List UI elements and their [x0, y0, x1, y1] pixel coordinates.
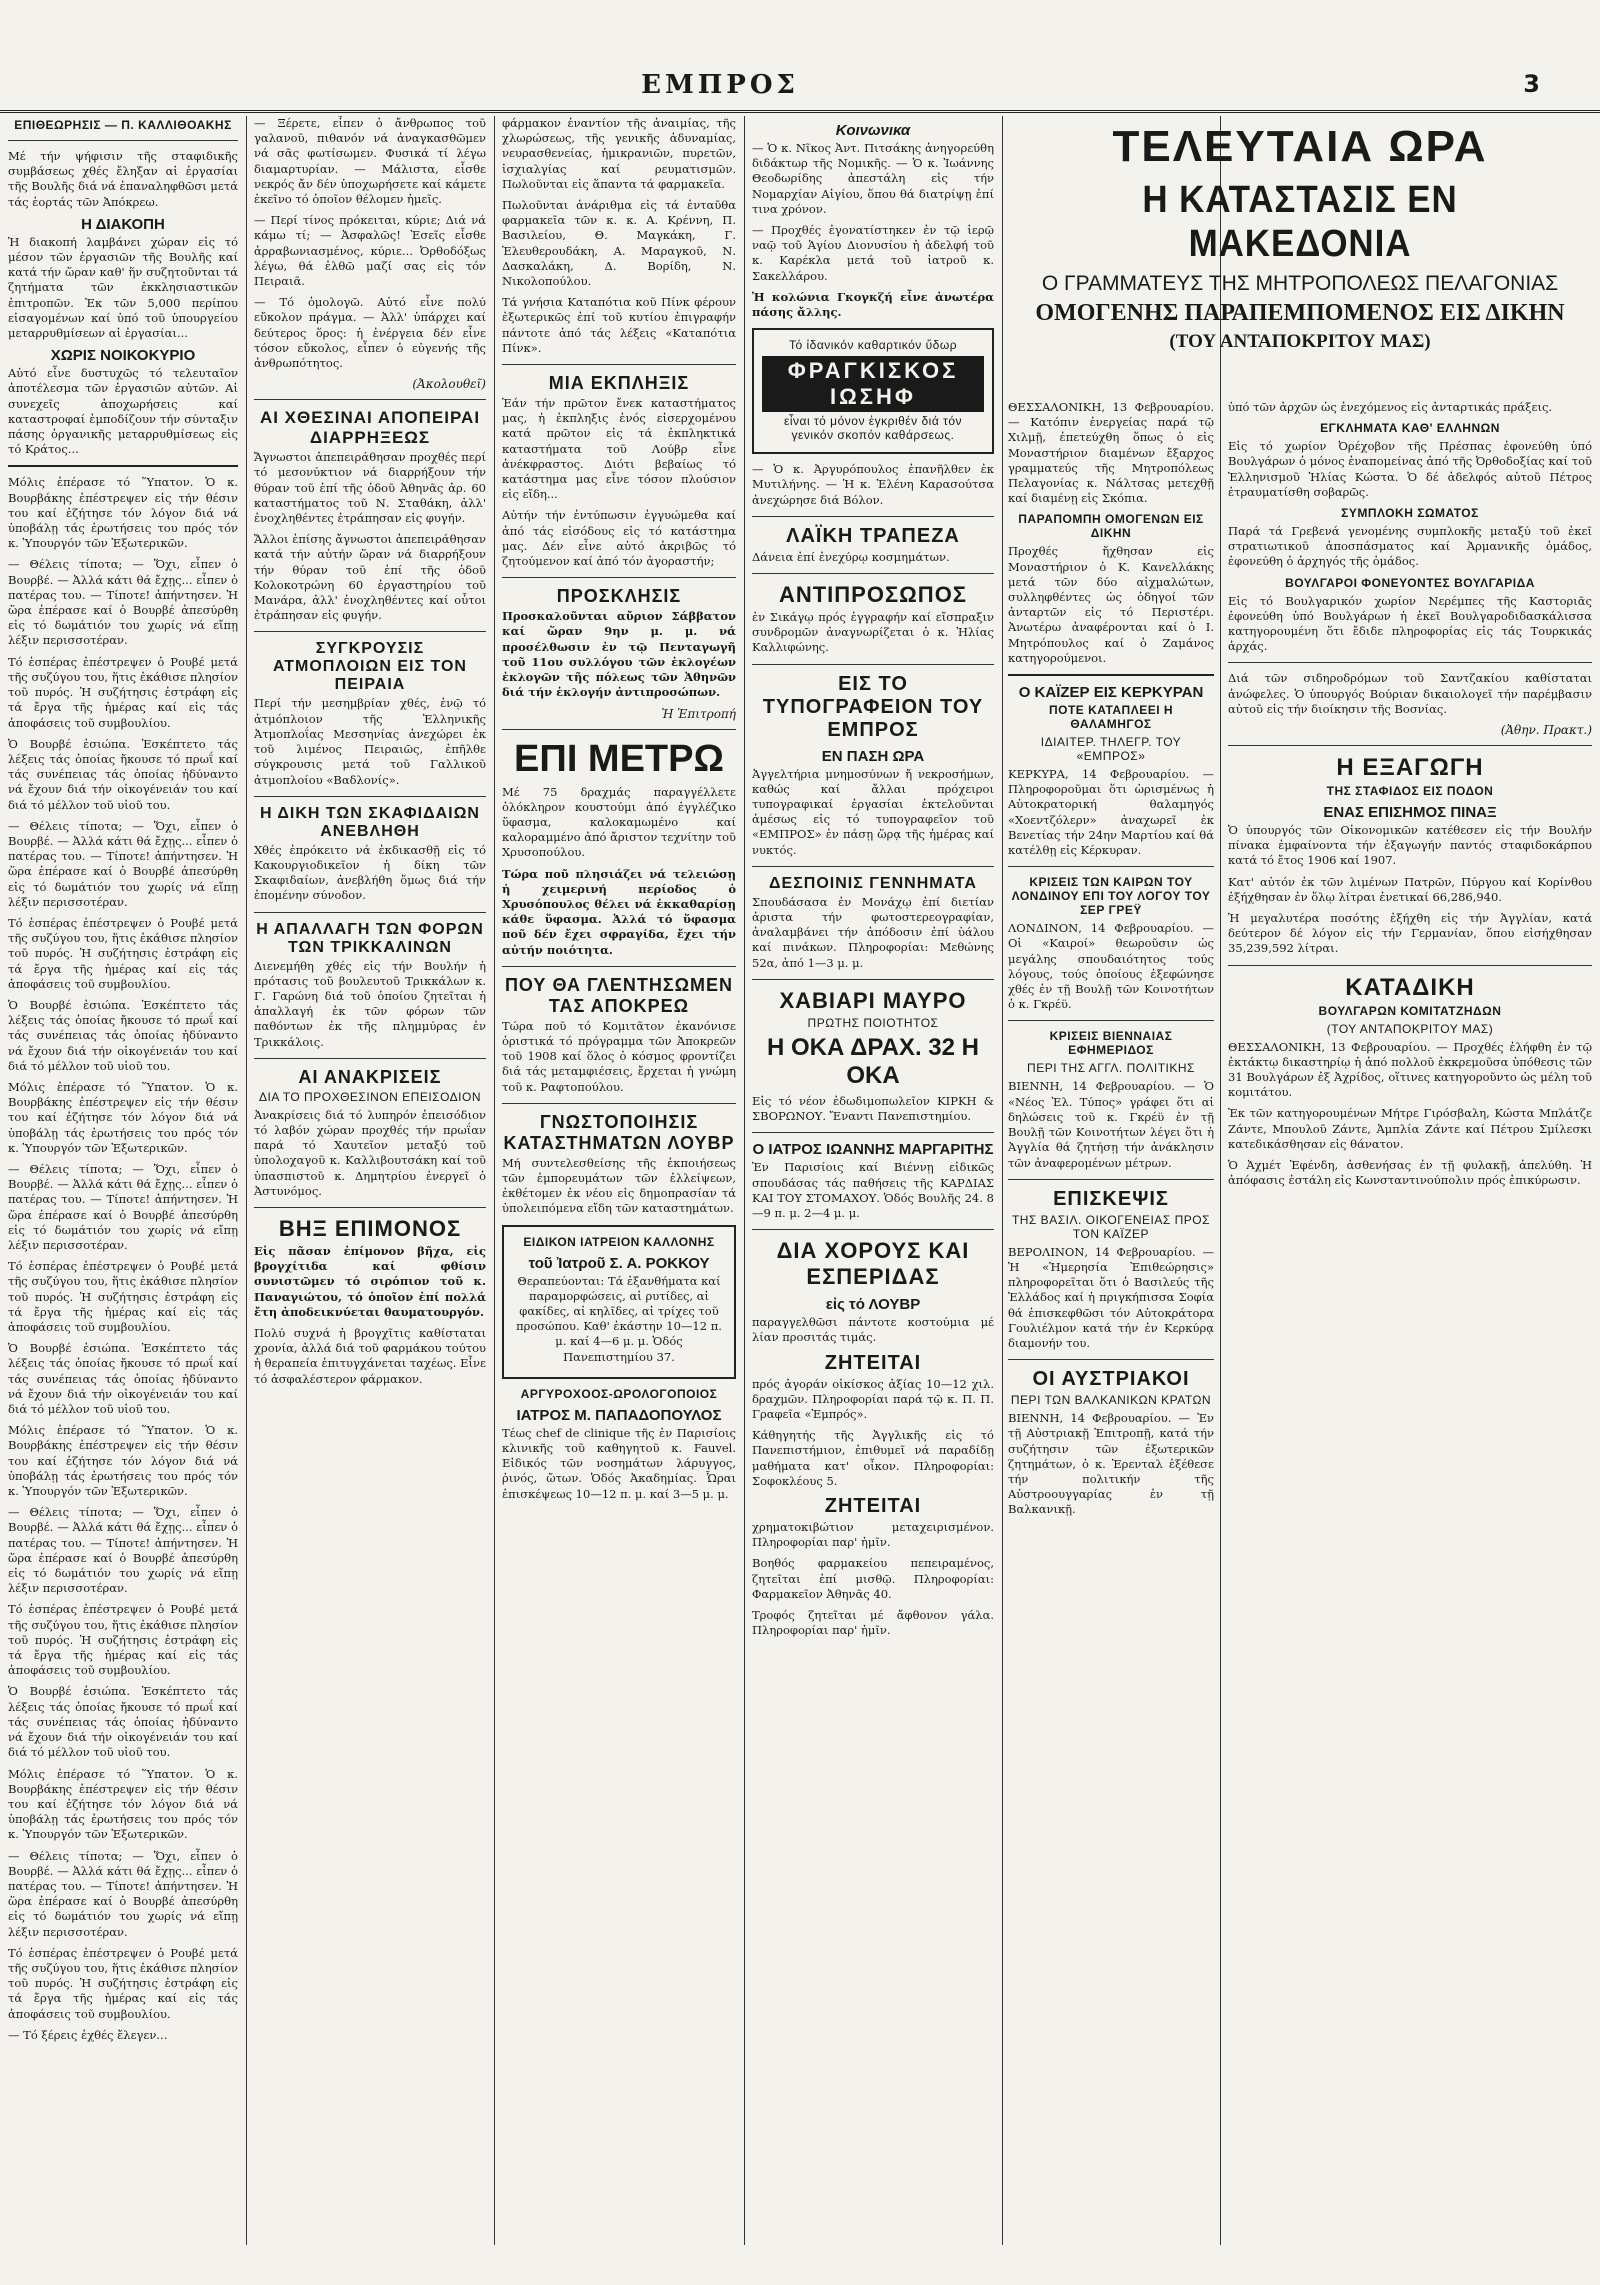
- serial-paragraph: — Τό ὁμολογῶ. Αὐτό εἶνε πολύ εὔκολον πράγμα. — Ἀλλ' ὑπάρχει καί δεύτερος ὅρος: ἡ ἐνέργεια δέν εἶνε τόσον εὔκολος, εἶπεν ὁ εὐγενής τῆς ἀνθρωπότητος.: [254, 295, 486, 371]
- telegram-paragraph: ΛΟΝΔΙΝΟΝ, 14 Φεβρουαρίου. — Οἱ «Καιροί» θεωροῦσιν ὡς μεγάλης σπουδαιότητος τούς λόγους, τούς ὁποίους ἐξεφώνησε χθές ἐν τῇ Βουλῇ τῶν Κοινοτήτων ὁ κ. Γκρέϋ.: [1008, 921, 1214, 1012]
- article-headline: ΑΙ ΑΝΑΚΡΙΣΕΙΣ: [298, 1066, 442, 1087]
- clinic-advert-box: [502, 1225, 736, 1379]
- article-paragraph: Αὐτό εἶνε δυστυχῶς τό τελευταῖον ἀποτέλεσμα τῶν ἐργασιῶν αὐτῶν. Αἱ συνεχεῖς ἀποχωρήσεις καί καταστροφαί ἐμποδίζουν τήν σύνταξιν πάσης ὀργανικῆς μεταρρυθμίσεως εἰς τό Κράτος...: [8, 366, 238, 457]
- article-subheadline: (ΤΟΥ ΑΝΤΑΠΟΚΡΙΤΟΥ ΜΑΣ): [1326, 1021, 1494, 1036]
- telegram-paragraph: ΚΕΡΚΥΡΑ, 14 Φεβρουαρίου. — Πληροφοροῦμαι ὅτι ὡρισμένως ἡ Αὐτοκρατορική θαλαμηγός «Χοεντζόλερν» ἀναχωρεῖ ἐκ Βενετίας τήν 24ην Μαρτίου καί θά κατέλθῃ εἰς Κέρκυραν.: [1008, 767, 1214, 858]
- article-headline: ΑΙ ΧΘΕΣΙΝΑΙ ΑΠΟΠΕΙΡΑΙ ΔΙΑΡΡΗΞΕΩΣ: [259, 408, 481, 448]
- telegram-paragraph: ΒΕΡΟΛΙΝΟΝ, 14 Φεβρουαρίου. — Ἡ «Ἡμερησία Ἐπιθεώρησις» πληροφορεῖται ὅτι ὁ Βασιλεύς τῆς Ἑλλάδος καί ἡ πριγκήπισσα Σοφία θά ἐπισκεφθῶσι τόν Αὐτοκράτορα Γουλιέλμον κατά τήν ἐν Κερκύρᾳ διαμονήν του.: [1008, 1244, 1214, 1350]
- advert-subheadline: ΕΝ ΠΑΣΗ ΩΡΑ: [821, 747, 925, 765]
- advert-paragraph: Τροφός ζητεῖται μέ ἄφθονον γάλα. Πληροφορίαι παρ' ἡμῖν.: [752, 1607, 994, 1638]
- masthead-title: ΕΜΠΡΟΣ: [641, 70, 799, 100]
- advert-headline: ΓΝΩΣΤΟΠΟΙΗΣΙΣ ΚΑΤΑΣΤΗΜΑΤΩΝ ΛΟΥΒΡ: [503, 1111, 735, 1153]
- advert-paragraph: Σπουδάσασα ἐν Μονάχῳ ἐπί διετίαν ἀριστα τήν φωτοστερεογραφίαν, ἀναλαμβάνει τήν ἀπόδοσιν ἐπί ὑάλου καί πινάκων. Πληροφορίαι: Μεθώνης 52α, ἀπό 1—3 μ. μ.: [752, 894, 994, 970]
- article-headline: ΠΟΥ ΘΑ ΓΛΕΝΤΗΣΩΜΕΝ ΤΑΣ ΑΠΟΚΡΕΩ: [504, 974, 734, 1016]
- notice-paragraph: Προσκαλοῦνται αὔριον Σάββατον καί ὥραν 9ην μ. μ. νά προσέλθωσιν ἐν τῷ Πενταγωγῆ τοῦ 11ου συλλόγου τῶν ἐκλογέων ἐκλογῶν τῆς πόλεως τῶν Ἀθηνῶν διά τήν ἐκλογήν ἀντιπροσώπων.: [502, 609, 736, 700]
- column-1: [8, 116, 238, 2245]
- advert-headline: ΑΡΓΥΡΟΧΟΟΣ-ΩΡΟΛΟΓΟΠΟΙΟΣ: [520, 1386, 718, 1401]
- advert-headline: ΕΠΙ ΜΕΤΡΩ: [514, 737, 724, 780]
- advert-headline: ΕΙΣ ΤΟ ΤΥΠΟΓΡΑΦΕΙΟΝ ΤΟΥ ΕΜΠΡΟΣ: [762, 672, 984, 741]
- serial-paragraph: — Θέλεις τίποτα; — Ὅχι, εἶπεν ὁ Βουρβέ. — Ἀλλά κάτι θά ἔχῃς... εἶπεν ὁ πατέρας του. — Τίποτε! ἀπήντησεν. Ἡ ὥρα ἐπέρασε καί ὁ Βουρβέ ἀπεσύρθη εἰς τό δωμάτιόν του χωρίς νά εἴπῃ λέξιν περισσοτέραν.: [8, 1505, 238, 1596]
- article-paragraph: Ὁ ὑπουργός τῶν Οἰκονομικῶν κατέθεσεν εἰς τήν Βουλήν πίνακα ἐμφαίνοντα τήν ἐξαγωγήν παντός σταφιδοκάρπου κατά τό ἔτος 1906 καί 1907.: [1228, 823, 1592, 868]
- advert-paragraph: ἐν Σικάγῳ πρός ἐγγραφήν καί εἴσπραξιν συνδρομῶν ἀναγνωρίζεται ὁ κ. Ἠλίας Καλλιφώνης.: [752, 610, 994, 655]
- serial-paragraph: Τό ἑσπέρας ἐπέστρεψεν ὁ Ρουβέ μετά τῆς συζύγου του, ἥτις ἐκάθισε πλησίον τοῦ πυρός. Ἡ συζήτησις ἐστράφη εἰς τά ἔργα τῆς ἡμέρας καί εἰς τάς ἀποφάσεις τοῦ συμβουλίου.: [8, 1945, 238, 2021]
- article-paragraph: Κατ' αὐτόν ἐκ τῶν λιμένων Πατρῶν, Πύργου καί Κορίνθου ἐξήχθησαν ἐν ὅλῳ λίτραι ἐνετικαί 66,286,940.: [1228, 874, 1592, 904]
- serial-paragraph: Τό ἑσπέρας ἐπέστρεψεν ὁ Ρουβέ μετά τῆς συζύγου του, ἥτις ἐκάθισε πλησίον τοῦ πυρός. Ἡ συζήτησις ἐστράφη εἰς τά ἔργα τῆς ἡμέρας καί εἰς τάς ἀποφάσεις τοῦ συμβουλίου.: [8, 654, 238, 730]
- serial-paragraph: — Θέλεις τίποτα; — Ὅχι, εἶπεν ὁ Βουρβέ. — Ἀλλά κάτι θά ἔχῃς... εἶπεν ὁ πατέρας του. — Τίποτε! ἀπήντησεν. Ἡ ὥρα ἐπέρασε καί ὁ Βουρβέ ἀπεσύρθη εἰς τό δωμάτιόν του χωρίς νά εἴπῃ λέξιν περισσοτέραν.: [8, 1848, 238, 1939]
- serial-paragraph: — Θέλεις τίποτα; — Ὅχι, εἶπεν ὁ Βουρβέ. — Ἀλλά κάτι θά ἔχῃς... εἶπεν ὁ πατέρας του. — Τίποτε! ἀπήντησεν. Ἡ ὥρα ἐπέρασε καί ὁ Βουρβέ ἀπεσύρθη εἰς τό δωμάτιόν του χωρίς νά εἴπῃ λέξιν περισσοτέραν.: [8, 818, 238, 909]
- serial-paragraph: Μόλις ἐπέρασε τό Ὕπατον. Ὁ κ. Βουρβάκης ἐπέστρεψεν εἰς τήν θέσιν του καί ἐζήτησε τόν λόγον διά νά ὑποβάλῃ τάς ἐρωτήσεις του πρός τόν κ. Ὑπουργόν τῶν Ἐξωτερικῶν.: [8, 1766, 238, 1842]
- article-headline: Ο ΚΑΪΖΕΡ ΕΙΣ ΚΕΡΚΥΡΑΝ: [1018, 684, 1204, 702]
- telegram-paragraph: Παρά τά Γρεβενά γενομένης συμπλοκῆς μεταξύ τοῦ ἐκεῖ στρατιωτικοῦ ἀποσπάσματος καί Ἀρμανικῆς ὁμάδος, ἐφονεύθη ὁ ἀρχηγός τῆς ὁμάδος.: [1228, 524, 1592, 569]
- serial-paragraph: Μόλις ἐπέρασε τό Ὕπατον. Ὁ κ. Βουρβάκης ἐπέστρεψεν εἰς τήν θέσιν του καί ἐζήτησε τόν λόγον διά νά ὑποβάλῃ τάς ἐρωτήσεις του πρός τόν κ. Ὑπουργόν τῶν Ἐξωτερικῶν.: [8, 1079, 238, 1155]
- social-paragraph: — Προχθές ἐγονατίστηκεν ἐν τῷ ἱερῷ ναῷ τοῦ Ἁγίου Διονυσίου ἡ ἀδελφή τοῦ κ. Καρέκλα μετά τοῦ ἰατροῦ κ. Σακελλάρου.: [752, 223, 994, 283]
- section-heading: Η ΔΙΑΚΟΠΗ: [81, 215, 165, 233]
- advert-paragraph: Δάνεια ἐπί ἐνεχύρῳ κοσμημάτων.: [752, 549, 950, 564]
- telegram-paragraph: Εἰς τό χωρίον Ὀρέχοβον τῆς Πρέσπας ἐφονεύθη ὑπό Βουλγάρων ὁ μόνος ἐναπομείνας ἀπό τῆς Ὀρθοδοξίας καί τοῦ Ἑλληνισμοῦ Ἠλίας Κώστα. Ὁ δέ ἀδελφός αὐτοῦ Πέτρος ἐτραυματίσθη σοβαρῶς.: [1228, 439, 1592, 499]
- page-number: 3: [1523, 70, 1540, 98]
- notice-headline: ΠΡΟΣΚΛΗΣΙΣ: [556, 586, 682, 607]
- clinic-advert-doctor: τοῦ Ἰατροῦ Σ. Α. ΡΟΚΚΟΥ: [528, 1254, 710, 1272]
- telegram-paragraph: Ἐκ τῶν κατηγορουμένων Μήτρε Γιρόσβαλη, Κώστα Μπλάτζε Ζάντε, Μπουλοῦ Ζάντε, Ἀμπλία Ζάντε καί Πέτρου Σμίλεσκι κατεδικάσθησαν εἰς θάνατον.: [1228, 1106, 1592, 1151]
- price-line: Η ΟΚΑ ΔΡΑΧ. 32 Η ΟΚΑ: [767, 1033, 979, 1089]
- serial-paragraph: Μόλις ἐπέρασε τό Ὕπατον. Ὁ κ. Βουρβάκης ἐπέστρεψεν εἰς τήν θέσιν του καί ἐζήτησε τόν λόγον διά νά ὑποβάλῃ τάς ἐρωτήσεις του πρός τόν κ. Ὑπουργόν τῶν Ἐξωτερικῶν.: [8, 1423, 238, 1499]
- advert-paragraph: Τώρα ποῦ πλησιάζει νά τελειώσῃ ἡ χειμερινή περίοδος ὁ Χρυσόπουλος θέλει νά ἐκκαθαρίσῃ κάθε ὕφασμα. Ἀλλά τό ὕφασμα ποῦ δέν ἔχει σφραγίδα, ἔχει τήν αὐτήν ποιότητα.: [502, 866, 736, 957]
- social-paragraph: — Ὁ κ. Ἀργυρόπουλος ἐπανῆλθεν ἐκ Μυτιλήνης. — Ἡ κ. Ἐλένη Καρασούτσα ἀνεχώρησε διά Βόλον.: [752, 462, 994, 507]
- article-headline: ΣΥΜΠΛΟΚΗ ΣΩΜΑΤΟΣ: [1341, 506, 1479, 521]
- article-subheadline: ΔΙΑ ΤΟ ΠΡΟΧΘΕΣΙΝΟΝ ΕΠΕΙΣΟΔΙΟΝ: [258, 1089, 482, 1104]
- column-4: [752, 116, 994, 2245]
- advert-paragraph: Μή συντελεσθείσης τῆς ἐκποιήσεως τῶν ἐμπορευμάτων τῶν ἐλλείψεων, ἐκθέτομεν ἐκ νέου εἰς δημοπρασίαν τά ὑπολειπόμενα εἴδη τῶν καταστημάτων.: [502, 1155, 736, 1216]
- article-headline: Η ΔΙΚΗ ΤΩΝ ΣΚΑΦΙΔΑΙΩΝ ΑΝΕΒΛΗΘΗ: [260, 804, 480, 840]
- advert-paragraph: Εἰς τό νέον ἐδωδιμοπωλεῖον ΚΙΡΚΗ & ΣΒΟΡΩΝΟΥ. Ἔναντι Πανεπιστημίου.: [752, 1093, 994, 1124]
- article-paragraph: Περί τήν μεσημβρίαν χθές, ἐνῷ τό ἀτμόπλοιον τῆς Ἑλληνικῆς Ἀτμοπλοΐας Μεσσηνίας ἀνεχώρει ἐκ τοῦ λιμένος Πειραιῶς, ἐπῆλθε σύγκρουσις μετά τοῦ Γαλλικοῦ ἀτμοπλοίου «Βαδλονίς».: [254, 696, 486, 787]
- breaking-news-title: ΤΕΛΕΥΤΑΙΑ ΩΡΑ: [1112, 122, 1488, 171]
- section-heading: Κοινωνικα: [835, 122, 911, 139]
- advert-paragraph: Πολύ συχνά ἡ βρογχῖτις καθίσταται χρονία, ἀλλά διά τοῦ φαρμάκου τούτου ἡ θεραπεία ἐπιτυγχάνεται ταχέως. Εἶνε τό ἀσφαλέστερον φάρμακον.: [254, 1325, 486, 1386]
- column-separator: [1220, 116, 1221, 2245]
- column-2: [254, 116, 486, 2245]
- telegram-paragraph: ΒΙΕΝΝΗ, 14 Φεβρουαρίου. — Ὁ «Νέος Ἐλ. Τύπος» γράφει ὅτι αἱ δηλώσεις τοῦ κ. Γκρέϋ ἐν τῇ Βουλῇ τῶν Κοινοτήτων λέγει ὅτι ἡ Ἀγγλία θά ζητήσῃ τήν ἀνάκλησιν τῶν ἀναφερομένων μέτρων.: [1008, 1079, 1214, 1170]
- article-headline: ΠΑΡΑΠΟΜΠΗ ΟΜΟΓΕΝΩΝ ΕΙΣ ΔΙΚΗΝ: [1018, 512, 1204, 541]
- article-headline: Η ΕΞΑΓΩΓΗ: [1336, 754, 1484, 782]
- breaking-news-credit: (ΤΟΥ ΑΝΤΑΠΟΚΡΙΤΟΥ ΜΑΣ): [1169, 331, 1431, 352]
- advert-paragraph: Βοηθός φαρμακείου πεπειραμένος, ζητεῖται ἐπί μισθῷ. Πληροφορίαι: Φαρμακεῖον Ἀθηνᾶς 40.: [752, 1556, 994, 1601]
- article-subheadline: ΒΟΥΛΓΑΡΩΝ ΚΟΜΙΤΑΤΖΗΔΩΝ: [1318, 1003, 1502, 1018]
- advert-headline: ΖΗΤΕΙΤΑΙ: [824, 1494, 922, 1517]
- column-separator: [1002, 116, 1003, 2245]
- telegram-paragraph: Διά τῶν σιδηροδρόμων τοῦ Σαντζακίου καθίσταται ἀνώφελες. Ὁ ὑπουργός Βούριαν δικαιολογεῖ τήν παρέμβασιν αὐτοῦ εἰς τήν διοίκησιν τῆς Βοσνίας.: [1228, 671, 1592, 716]
- advert-headline: ΧΑΒΙΑΡΙ ΜΑΥΡΟ: [779, 987, 967, 1013]
- article-headline: ΚΡΙΣΕΙΣ ΤΩΝ ΚΑΙΡΩΝ ΤΟΥ ΛΟΝΔΙΝΟΥ ΕΠΙ ΤΟΥ ΛΟΓΟΥ ΤΟΥ ΣΕΡ ΓΡΕΫ: [1011, 875, 1211, 918]
- article-subheadline: ΤΗΣ ΒΑΣΙΛ. ΟΙΚΟΓΕΝΕΙΑΣ ΠΡΟΣ ΤΟΝ ΚΑΪΖΕΡ: [1011, 1212, 1211, 1241]
- article-subheadline: ΠΕΡΙ ΤΩΝ ΒΑΛΚΑΝΙΚΩΝ ΚΡΑΤΩΝ: [1010, 1393, 1212, 1408]
- column-6: [1228, 400, 1592, 2245]
- article-paragraph: Τώρα ποῦ τό Κομιτᾶτον ἐκανόνισε ὁριστικά τό πρόγραμμα τῶν Ἀποκρεῶν τοῦ 1908 καί ὅλος ὁ κόσμος φροντίζει διά τάς μεταμφιέσεις, ἔρχεται ἡ γνώμη τοῦ κ. Ραφτοπούλου.: [502, 1018, 736, 1094]
- serial-paragraph: — Ξέρετε, εἶπεν ὁ ἄνθρωπος τοῦ γαλανοῦ, πιθανόν νά ἀναγκασθῶμεν νά σᾶς φωτίσωμεν. Φυσικά τί λέγω διαμαρτυρίαν. — Μάλιστα, εἶσθε νεκρός ἄν δέν ὑποχωρήσετε καί κάμετε ἐκεῖνο τό ὁποῖον θέλομεν ἡμεῖς.: [254, 116, 486, 207]
- article-paragraph: Ἀνακρίσεις διά τό λυπηρόν ἐπεισόδιον τό λαβόν χώραν προχθές τήν πρωΐαν παρά τό Χαυτεῖον μεταξύ τοῦ ὑπολοχαγοῦ κ. Καλλιβουτσάκη καί τοῦ ὑπασπιστοῦ κ. Δημητρίου ἐνεργεῖ ὁ Ἀστυνόμος.: [254, 1107, 486, 1198]
- advert-headline: ΔΕΣΠΟΙΝΙΣ ΓΕΝΝΗΜΑΤΑ: [769, 874, 977, 892]
- serial-paragraph: Μόλις ἐπέρασε τό Ὕπατον. Ὁ κ. Βουρβάκης ἐπέστρεψεν εἰς τήν θέσιν του καί ἐζήτησε τόν λόγον διά νά ὑποβάλῃ τάς ἐρωτήσεις του πρός τόν κ. Ὑπουργόν τῶν Ἐξωτερικῶν.: [8, 475, 238, 551]
- column-5: [1008, 400, 1214, 2245]
- advert-headline: ΖΗΤΕΙΤΑΙ: [824, 1351, 922, 1374]
- column-byline: ΕΠΙΘΕΩΡΗΣΙΣ — Π. ΚΑΛΛΙΘΟΑΚΗΣ: [14, 118, 232, 132]
- serial-paragraph: — Θέλεις τίποτα; — Ὅχι, εἶπεν ὁ Βουρβέ. — Ἀλλά κάτι θά ἔχῃς... εἶπεν ὁ πατέρας του. — Τίποτε! ἀπήντησεν. Ἡ ὥρα ἐπέρασε καί ὁ Βουρβέ ἀπεσύρθη εἰς τό δωμάτιόν του χωρίς νά εἴπῃ λέξιν περισσοτέραν.: [8, 557, 238, 648]
- serial-paragraph: Ὁ Βουρβέ ἐσιώπα. Ἐσκέπτετο τάς λέξεις τάς ὁποίας ἤκουσε τό πρωΐ καί τάς συνέπειας τάς ὁποίας ἠδύναντο νά ἔχουν διά τήν οἰκογένειάν του καί διά τό μέλλον τοῦ υἱοῦ του.: [8, 1341, 238, 1417]
- article-headline: ΚΡΙΣΕΙΣ ΒΙΕΝΝΑΙΑΣ ΕΦΗΜΕΡΙΔΟΣ: [1049, 1029, 1173, 1058]
- section-heading: ΧΩΡΙΣ ΝΟΙΚΟΚΥΡΙΟ: [50, 347, 196, 365]
- article-paragraph: Χθές ἐπρόκειτο νά ἐκδικασθῇ εἰς τό Κακουργιοδικεῖον ἡ δίκη τῶν Σκαφιδαίων, ἀνεβλήθη ὅμως διά τήν ἑπομένην σύνοδον.: [254, 842, 486, 903]
- advert-brand: ΦΡΑΓΚΙΣΚΟΣ ΙΩΣΗΦ: [762, 356, 984, 412]
- serial-paragraph: Ὁ Βουρβέ ἐσιώπα. Ἐσκέπτετο τάς λέξεις τάς ὁποίας ἤκουσε τό πρωΐ καί τάς συνέπειας τάς ὁποίας ἠδύναντο νά ἔχουν διά τήν οἰκογένειάν του καί διά τό μέλλον τοῦ υἱοῦ του.: [8, 1684, 238, 1760]
- advert-paragraph: Αὐτήν τήν ἐντύπωσιν ἐγγυώμεθα καί ἀπό τάς εἰσόδους εἰς τό κατάστημα μας. Δέν εἶνε αὐτό ἀκριβῶς τό ζητούμενον καί ἀπό τόν ἀγοραστήν;: [502, 508, 736, 569]
- advert-paragraph: Εἰς πᾶσαν ἐπίμονον βῆχα, εἰς βρογχίτιδα καί φθίσιν συνιστῶμεν τό σιρόπιον τοῦ κ. Παναγιώτου, τό ὁποῖον ἐπί πολλά ἔτη ἀποδεικνύεται θαυματουργόν.: [254, 1243, 486, 1319]
- article-paragraph: Ἡ διακοπή λαμβάνει χώραν εἰς τό μέσον τῶν ἐργασιῶν τῆς Βουλῆς καί κατά τήν ὥραν καθ' ἥν συζητοῦνται τά ζητήματα τῶν ἐκκλησιαστικῶν ἐπιτροπῶν. Ἐκ τῶν 5,000 περίπου εἰσαγομένων καί ὑπό τοῦ ὑπουργείου μεταρρυθμίσεων αἱ ἐργασίαι...: [8, 234, 238, 341]
- advert-headline: ΙΑΤΡΟΣ Μ. ΠΑΠΑΔΟΠΟΥΛΟΣ: [516, 1406, 722, 1424]
- advert-subheadline: εἰς τό ΛΟΥΒΡ: [825, 1296, 921, 1314]
- telegram-paragraph: ΘΕΣΣΑΛΟΝΙΚΗ, 13 Φεβρουαρίου. — Προχθές ἐλήφθη ἐν τῷ ἐκτάκτῳ δικαστηρίῳ ἡ ἀπό πολλοῦ ἐκκρεμοῦσα ὑπόθεσις τῶν 31 Βουλγάρων ἐξ Ἀχρίδος, οἵτινες κατηγοροῦντο ὡς μέλη τοῦ κομιτάτου.: [1228, 1039, 1592, 1100]
- telegram-paragraph: ΘΕΣΣΑΛΟΝΙΚΗ, 13 Φεβρουαρίου. — Κατόπιν ἐνεργείας παρά τῷ Χιλμῇ, ἐπετεύχθη ὅπως ὁ εἰς Μοναστήριον διαμένων ἔξαρχος γραμματεύς τῆς Μητροπόλεως Πελαγονίας κ. Νάλτσας μετεχθῇ καί διαμένῃ εἰς Σκόπια.: [1008, 400, 1214, 506]
- article-headline: ΚΑΤΑΔΙΚΗ: [1345, 973, 1475, 1001]
- advert-box: [752, 328, 994, 454]
- serial-paragraph: — Τό ξέρεις ἐχθές ἔλεγεν...: [8, 2027, 168, 2042]
- advert-paragraph: Κάθηγητής τῆς Ἀγγλικῆς εἰς τό Πανεπιστήμιον, ἐπιθυμεῖ νά παραδίδῃ μαθήματα κατ' οἶκον. Πληροφορίαι: Σοφοκλέους 5.: [752, 1428, 994, 1488]
- telegram-paragraph: Εἰς τό Βουλγαρικόν χωρίον Νερέμπες τῆς Καστοριᾶς ἐφονεύθη ὑπό Βουλγάρων ἡ ἐκεῖ Βουλγαροδιδασκάλισσα κατηγορουμένη ὅτι ἔδιδε πληροφορίας εἰς τάς Τουρκικάς ἀρχάς.: [1228, 593, 1592, 654]
- clinic-advert-body: Θεραπεύονται: Τά ἐξανθήματα καί παραμορφώσεις, αἱ ρυτίδες, αἱ φακίδες, αἱ κηλῖδες, αἱ τρίχες τοῦ προσώπου. Καθ' ἑκάστην 10—12 π. μ. καί 4—6 μ. μ. Ὁδός Πανεπιστημίου 37.: [516, 1273, 722, 1364]
- advert-paragraph: Πωλοῦνται ἀνάριθμα εἰς τά ἑνταῦθα φαρμακεῖα τῶν κ. κ. Α. Κρέννη, Π. Βασιλείου, Θ. Μαγκάκη, Γ. Ἐλευθερουδάκη, Α. Μαραγκοῦ, Ν. Δασκαλάκη, Δ. Βορίδη, Ν. Νικολοπούλου.: [502, 198, 736, 289]
- telegram-paragraph: Ὁ Ἀχμέτ Ἐφένδη, ἀσθενήσας ἐν τῇ φυλακῇ, ἀπελύθη. Ἡ ἀπόφασις ἐστάλη εἰς Κωνσταντινούπολιν πρός ἐπικύρωσιν.: [1228, 1158, 1592, 1188]
- notice-signature: Ἡ Ἐπιτροπή: [661, 706, 736, 721]
- article-headline: ΕΠΙΣΚΕΨΙΣ: [1053, 1187, 1169, 1210]
- article-paragraph: Μέ τήν ψήφισιν τῆς σταφιδικῆς συμβάσεως χθές ἔληξαν αἱ ἐργασίαι τῆς Βουλῆς διά νά ἐπαναληφθῶσι μετά τάς ἑορτάς τῶν Ἀπόκρεω.: [8, 149, 238, 209]
- advert-paragraph: Τέως chef de clinique τῆς ἐν Παρισίοις κλινικῆς τοῦ καθηγητοῦ κ. Fauvel. Εἰδικός τῶν νοσημάτων λάρυγγος, ῥινός, ὤτων. Ὁδός Ἀκαδημίας. Ὧραι ἐπισκέψεως 10—12 π. μ. καί 3—5 μ. μ.: [502, 1425, 736, 1501]
- breaking-news-banner: [1008, 116, 1592, 359]
- breaking-news-subhead: Ο ΓΡΑΜΜΑΤΕΥΣ ΤΗΣ ΜΗΤΡΟΠΟΛΕΩΣ ΠΕΛΑΓΟΝΙΑΣ: [1041, 272, 1559, 295]
- masthead: [0, 70, 1600, 113]
- column-3: [502, 116, 736, 2245]
- advert-paragraph: παραγγελθῶσι πάντοτε κοστούμια μέ λίαν προσιτάς τιμάς.: [752, 1315, 994, 1345]
- article-subheadline: ΤΗΣ ΣΤΑΦΙΔΟΣ ΕΙΣ ΠΟΔΟΝ: [1326, 784, 1494, 799]
- article-source: (Ἀθην. Πρακτ.): [1500, 723, 1592, 738]
- telegram-paragraph: Προχθές ἤχθησαν εἰς Μοναστήριον ὁ Κ. Κανελλάκης μετά τῶν δύο αἰχμαλώτων, συλληφθέντες ὡς ὁδηγοί τῶν ἀνταρτῶν εἰς τό Περιστέρι. Ἀνωτέρω ἀναφέρονται καί ὁ Ι. Μητρόπουλος καί ὁ Ζαμάνος κατηγορούμενοι.: [1008, 544, 1214, 665]
- breaking-news-subhead: ΟΜΟΓΕΝΗΣ ΠΑΡΑΠΕΜΠΟΜΕΝΟΣ ΕΙΣ ΔΙΚΗΝ: [1035, 300, 1565, 326]
- advert-paragraph: φάρμακον ἐναντίον τῆς ἀναιμίας, τῆς χλωρώσεως, τῆς γενικῆς ἀδυναμίας, νευρασθενείας, ἡμικρανιῶν, πυρετῶν, ἰσχιαλγίας καί ρευματισμῶν. Πωλοῦνται εἰς ἅπαντα τά φαρμακεῖα.: [502, 116, 736, 191]
- advert-headline: Ο ΙΑΤΡΟΣ ΙΩΑΝΝΗΣ ΜΑΡΓΑΡΙΤΗΣ: [752, 1141, 994, 1159]
- advert-headline: ΜΙΑ ΕΚΠΛΗΞΙΣ: [548, 373, 690, 394]
- advert-paragraph: Ἐάν τήν πρῶτον ἔνεκ καταστήματος μας, ἡ ἐκπληξις ἐνός εἰσερχομένου κατά πρῶτον εἰς τά ἐκπληκτικά καταστήματα τοῦ Λούβρ εἶνε ἀνέκφραστος. Διότι βεβαίως τό κατάστημα μας εἶνε τόσον πλούσιον εἰς εἴδη...: [502, 396, 736, 502]
- advert-paragraph: Τά γνήσια Καταπότια κοῦ Πίνκ φέρουν ἐξωτερικῶς ἐπί τοῦ κυτίου ἐπιγραφήν πάντοτε ἀπό τάς λέξεις «Καταπότια Πίνκ».: [502, 295, 736, 355]
- column-separator: [246, 116, 247, 2245]
- article-headline: ΟΙ ΑΥΣΤΡΙΑΚΟΙ: [1032, 1368, 1190, 1391]
- advert-paragraph: πρός ἀγοράν οἰκίσκος ἀξίας 10—12 χιλ. δραχμῶν. Πληροφορίαι παρά τῷ κ. Π. Π. Γραφεῖα «Ἐμπρός».: [752, 1376, 994, 1421]
- article-paragraph: Ἄλλοι ἐπίσης ἄγνωστοι ἀπεπειράθησαν κατά τήν αὐτήν ὥραν νά διαρρήξουν τήν θύραν τοῦ ἐπί τῆς ὁδοῦ Κολοκοτρώνη 60 ἐργαστηρίου τοῦ Μανάρα, ἀλλ' ἐνοχληθέντες καί οὗτοι ἐτράπησαν εἰς φυγήν.: [254, 532, 486, 623]
- breaking-news-headline: Η ΚΑΤΑΣΤΑΣΙΣ ΕΝ ΜΑΚΕΔΟΝΙΑ: [1142, 179, 1458, 265]
- article-headline: ΣΥΓΚΡΟΥΣΙΣ ΑΤΜΟΠΛΟΙΩΝ ΕΙΣ ΤΟΝ ΠΕΙΡΑΙΑ: [273, 640, 467, 694]
- serial-paragraph: Ὁ Βουρβέ ἐσιώπα. Ἐσκέπτετο τάς λέξεις τάς ὁποίας ἤκουσε τό πρωΐ καί τάς συνέπειας τάς ὁποίας ἠδύναντο νά ἔχουν διά τήν οἰκογένειάν του καί διά τό μέλλον τοῦ υἱοῦ του.: [8, 997, 238, 1073]
- advert-paragraph: Ἡ κολώνια Γκογκζή εἶνε ἀνωτέρα πάσης ἄλλης.: [752, 289, 994, 320]
- advert-headline: ΒΗΞ ΕΠΙΜΟΝΟΣ: [278, 1215, 462, 1241]
- article-headline: Η ΑΠΑΛΛΑΓΗ ΤΩΝ ΦΟΡΩΝ ΤΩΝ ΤΡΙΚΚΑΛΙΝΩΝ: [256, 920, 484, 956]
- article-paragraph: Ἡ μεγαλυτέρα ποσότης ἐξήχθη εἰς τήν Ἀγγλίαν, κατά δεύτερον δέ λόγον εἰς τήν Γερμανίαν, ὅπου εἰσήχθησαν 35,239,592 λίτραι.: [1228, 911, 1592, 956]
- advert-line: Τό ἰδανικόν καθαρτικόν ὕδωρ: [788, 338, 958, 353]
- article-subheadline: ΠΕΡΙ ΤΗΣ ΑΓΓΛ. ΠΟΛΙΤΙΚΗΣ: [1027, 1061, 1195, 1076]
- article-subheadline: ΠΟΤΕ ΚΑΤΑΠΛΕΕΙ Η ΘΑΛΑΜΗΓΟΣ: [1048, 703, 1174, 732]
- telegram-paragraph: ὑπό τῶν ἀρχῶν ὡς ἐνεχόμενος εἰς ἀνταρτικάς πράξεις.: [1228, 400, 1553, 414]
- serial-paragraph: — Θέλεις τίποτα; — Ὅχι, εἶπεν ὁ Βουρβέ. — Ἀλλά κάτι θά ἔχῃς... εἶπεν ὁ πατέρας του. — Τίποτε! ἀπήντησεν. Ἡ ὥρα ἐπέρασε καί ὁ Βουρβέ ἀπεσύρθη εἰς τό δωμάτιόν του χωρίς νά εἴπῃ λέξιν περισσοτέραν.: [8, 1161, 238, 1252]
- article-paragraph: Ἄγνωστοι ἀπεπειράθησαν προχθές περί τό μεσονύκτιον νά διαρρήξουν τήν θύραν τοῦ ἐπί τῆς ὁδοῦ Ἀθηνᾶς ἀρ. 60 καταστήματος τοῦ Ν. Σταθάκη, ἀλλ' ἐνοχληθέντες ἐτράπησαν εἰς φυγήν.: [254, 450, 486, 526]
- article-paragraph: Διενεμήθη χθές εἰς τήν Βουλήν ἡ πρότασις τοῦ βουλευτοῦ Τρικκάλων κ. Γ. Γαρώνη διά τοῦ ὁποίου ζητεῖται ἡ ἀπαλλαγή ἐκ τῶν φόρων τῶν παθόντων ἐκ τῆς πλημμύρας ἐν Τρικκάλοις.: [254, 958, 486, 1049]
- serial-paragraph: — Περί τίνος πρόκειται, κύριε; Διά νά κάμω τί; — Ἀσφαλῶς! Ἐσεῖς εἶσθε ἀρραβωνιασμένος, κύριε... Ὀρθοδόξως λέγω, θά ἐλθῶ μαζί σας εἰς τόν Πειραιᾶ.: [254, 213, 486, 289]
- advert-subheadline: ΠΡΩΤΗΣ ΠΟΙΟΤΗΤΟΣ: [807, 1015, 939, 1030]
- advert-headline: ΛΑΪΚΗ ΤΡΑΠΕΖΑ: [786, 524, 960, 547]
- advert-headline: ΔΙΑ ΧΟΡΟΥΣ ΚΑΙ ΕΣΠΕΡΙΔΑΣ: [776, 1238, 970, 1290]
- column-separator: [744, 116, 745, 2245]
- article-headline: ΒΟΥΛΓΑΡΟΙ ΦΟΝΕΥΟΝΤΕΣ ΒΟΥΛΓΑΡΙΔΑ: [1285, 575, 1535, 590]
- serial-paragraph: Τό ἑσπέρας ἐπέστρεψεν ὁ Ρουβέ μετά τῆς συζύγου του, ἥτις ἐκάθισε πλησίον τοῦ πυρός. Ἡ συζήτησις ἐστράφη εἰς τά ἔργα τῆς ἡμέρας καί εἰς τάς ἀποφάσεις τοῦ συμβουλίου.: [8, 915, 238, 991]
- advert-headline: ΑΝΤΙΠΡΟΣΩΠΟΣ: [778, 582, 968, 608]
- article-subheadline: ΙΔΙΑΙΤΕΡ. ΤΗΛΕΓΡ. ΤΟΥ «ΕΜΠΡΟΣ»: [1040, 735, 1182, 764]
- article-headline: ΕΓΚΛΗΜΑΤΑ ΚΑΘ' ΕΛΛΗΝΩΝ: [1320, 421, 1500, 436]
- advert-paragraph: χρηματοκιβώτιον μεταχειρισμένον. Πληροφορίαι παρ' ἡμῖν.: [752, 1519, 994, 1550]
- advert-line: εἶναι τό μόνον ἐγκριθέν διά τόν γενικόν σκοπόν καθάρσεως.: [783, 414, 963, 443]
- social-paragraph: — Ὁ κ. Νῖκος Ἀντ. Πιτσάκης ἀνηγορεύθη διδάκτωρ τῆς Νομικῆς. — Ὁ κ. Ἰωάννης Θεοδωρίδης ἀπεστάλη εἰς τήν Νομαρχίαν Αἰγίου, ὅπου θά διατρίψῃ ἐπί τινα χρόνον.: [752, 141, 994, 216]
- serial-paragraph: Τό ἑσπέρας ἐπέστρεψεν ὁ Ρουβέ μετά τῆς συζύγου του, ἥτις ἐκάθισε πλησίον τοῦ πυρός. Ἡ συζήτησις ἐστράφη εἰς τά ἔργα τῆς ἡμέρας καί εἰς τάς ἀποφάσεις τοῦ συμβουλίου.: [8, 1602, 238, 1678]
- advert-paragraph: Ἐν Παρισίοις καί Βιέννῃ εἰδικῶς σπουδάσας τάς παθήσεις τῆς ΚΑΡΔΙΑΣ ΚΑΙ ΤΟΥ ΣΤΟΜΑΧΟΥ. Ὁδός Βουλῆς 24. 8—9 π. μ. 2—4 μ. μ.: [752, 1160, 994, 1220]
- advert-paragraph: Ἀγγελτήρια μνημοσύνων ἤ νεκροσήμων, καθώς καί ἄλλαι πρόχειροι τυπογραφικαί ἐργασίαι ἐκτελοῦνται ἀμέσως εἰς τό τυπογραφεῖον τοῦ «ΕΜΠΡΟΣ» ἐν πάσῃ ὥρᾳ τῆς ἡμέρας καί νυκτός.: [752, 766, 994, 857]
- article-subheadline: ΕΝΑΣ ΕΠΙΣΗΜΟΣ ΠΙΝΑΞ: [1323, 804, 1497, 822]
- column-separator: [494, 116, 495, 2245]
- advert-paragraph: Μέ 75 δραχμάς παραγγέλλετε ὁλόκληρον κουστούμι ἀπό ἐγγλέζικο ὕφασμα, καλοκαμωμένο καί καλοραμμένο ἀπό ἄριστον τεχνίτην τοῦ Χρυσοπούλου.: [502, 784, 736, 860]
- continued-note: (Ἀκολουθεῖ): [412, 377, 486, 392]
- telegram-paragraph: ΒΙΕΝΝΗ, 14 Φεβρουαρίου. — Ἐν τῇ Αὐστριακῇ Ἐπιτροπῇ, κατά τήν συζήτησιν τῶν ἐξωτερικῶν ζητημάτων, ὁ κ. Ἐρενταλ ἐξέθεσε τήν πολιτικήν τῆς Αὐστροουγγαρίας ἐν τῇ Βαλκανικῇ.: [1008, 1411, 1214, 1517]
- serial-paragraph: Τό ἑσπέρας ἐπέστρεψεν ὁ Ρουβέ μετά τῆς συζύγου του, ἥτις ἐκάθισε πλησίον τοῦ πυρός. Ἡ συζήτησις ἐστράφη εἰς τά ἔργα τῆς ἡμέρας καί εἰς τάς ἀποφάσεις τοῦ συμβουλίου.: [8, 1259, 238, 1335]
- serial-paragraph: Ὁ Βουρβέ ἐσιώπα. Ἐσκέπτετο τάς λέξεις τάς ὁποίας ἤκουσε τό πρωΐ καί τάς συνέπειας τάς ὁποίας ἠδύναντο νά ἔχουν διά τήν οἰκογένειάν του καί διά τό μέλλον τοῦ υἱοῦ του.: [8, 736, 238, 812]
- clinic-advert-title: ΕΙΔΙΚΟΝ ΙΑΤΡΕΙΟΝ ΚΑΛΛΟΝΗΣ: [523, 1234, 715, 1249]
